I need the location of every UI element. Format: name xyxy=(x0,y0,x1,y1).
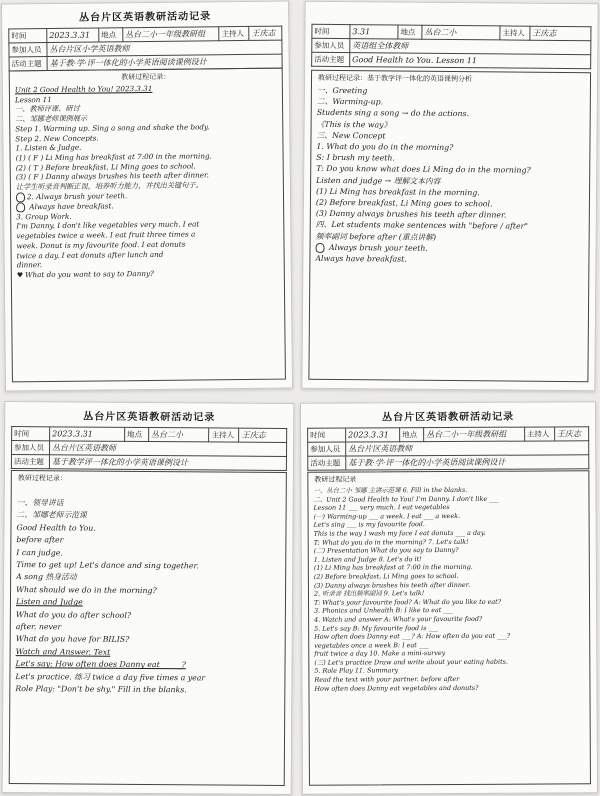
time-value: 2023.3.31 xyxy=(47,28,99,43)
note-line: vegetables once a week B: I eat ___ xyxy=(314,640,429,650)
participants-label: 参加人员 xyxy=(9,43,47,57)
sheet-title: 丛台片区英语教研活动记录 xyxy=(382,411,515,424)
host-value: 王庆志 xyxy=(249,26,282,40)
note-line: Unit 2 Good Health to You! 2023.3.31 xyxy=(14,83,153,95)
place-label: 地点 xyxy=(398,25,422,39)
header-table xyxy=(11,426,287,471)
place-value: 丛台二小 xyxy=(422,25,500,40)
place-label: 地点 xyxy=(124,427,148,441)
note-line: I can judge. xyxy=(16,547,63,558)
theme-value: 基于教·学·评一体化的小学英语阅读课例设计 xyxy=(47,54,282,70)
note-line: 5. Role Play 11. Summary xyxy=(314,666,399,676)
header-table xyxy=(311,24,591,69)
process-frame xyxy=(9,470,287,786)
lightbulb-icon xyxy=(316,243,325,253)
note-line: (3) ( F ) Danny always brushes his teeth after dinner. xyxy=(15,170,209,182)
note-line: twice a day. I eat donuts after lunch and xyxy=(16,249,164,260)
note-line: Read the text with your partner. before after xyxy=(314,675,460,684)
note-line: Listen and judge → 理解文本内容 xyxy=(316,175,441,186)
note-line: Always have breakfast. xyxy=(27,201,114,211)
theme-label: 活动主题 xyxy=(11,455,49,469)
theme-label: 活动主题 xyxy=(308,456,346,470)
theme-value: 基于教·学·评一体化的小学英语阅读课例设计 xyxy=(346,455,589,470)
note-line: (2) Before breakfast, Li Ming goes to school. xyxy=(315,197,493,209)
time-value: 2023.3.31 xyxy=(50,427,125,442)
note-line: Step 2. New Concepts. xyxy=(15,133,99,143)
record-sheet-1 xyxy=(1,1,293,392)
note-line: 一、领导讲话 xyxy=(16,498,64,508)
note-line: What do you do after school? xyxy=(15,609,132,620)
note-line: T: What do you do in the morning? 7. Let's talk! xyxy=(313,537,469,547)
note-line: 1. Listen and Judge 8. Let's do it! xyxy=(313,554,422,564)
participants-value: 英语组全体教师 xyxy=(350,39,591,55)
time-label: 时间 xyxy=(9,29,47,43)
process-frame xyxy=(308,70,591,382)
note-line: 让学生听录音判断正误，培养听力能力，并找出关键句子。 xyxy=(15,180,203,192)
host-label: 主持人 xyxy=(219,26,249,40)
heart-icon: ♥ xyxy=(16,271,24,280)
note-line: How often does Danny eat ___? A: How often do you eat ___? xyxy=(314,631,511,641)
note-line: Good Health to You. xyxy=(16,522,96,533)
host-label: 主持人 xyxy=(524,427,554,441)
time-label: 时间 xyxy=(308,428,346,442)
process-frame xyxy=(9,68,286,383)
note-line: 二、Warming-up. xyxy=(316,97,384,107)
host-label: 主持人 xyxy=(500,26,530,40)
note-line: (2) ( T ) Before breakfast, Li Ming goes to school. xyxy=(15,161,196,172)
time-value: 3.31 xyxy=(350,25,398,39)
note-line: Lesson 11 ___ very much. I eat vegetables xyxy=(313,503,450,512)
note-line: 一、教师评课、研讨 xyxy=(15,104,80,114)
time-label: 时间 xyxy=(12,427,50,441)
note-line: week. Donut is my favourite food. I eat donuts xyxy=(16,239,186,251)
note-line: 3. Phonics and Unhealth B: I like to eat ___ xyxy=(314,606,453,616)
note-line: 一、Greeting xyxy=(316,85,368,96)
participants-value: 丛台片区英语教师 xyxy=(49,441,286,457)
note-line: How often does Danny eat vegetables and donuts? xyxy=(314,683,479,693)
note-line: (1) Li Ming has breakfast at 7:00 in the morning. xyxy=(313,563,473,573)
note-line: 1. Listen & Judge. xyxy=(15,142,82,153)
note-line: Watch and Answer. Text xyxy=(15,646,111,657)
note-line: 《This is the way》 xyxy=(316,119,392,130)
note-line: (3) Danny always brushes his teeth after dinner. xyxy=(313,580,471,590)
note-line: before after xyxy=(16,535,64,545)
process-label: 教研过程记录： xyxy=(121,72,171,82)
note-line: (3) Danny always brushes his teeth after dinner. xyxy=(315,209,507,220)
note-line: Always have breakfast. xyxy=(315,253,407,264)
participants-label: 参加人员 xyxy=(11,441,49,455)
note-line: fruit twice a day 10. Make a mini-survey xyxy=(314,649,446,658)
process-label: 教研过程记录： xyxy=(17,474,67,483)
header-table xyxy=(8,26,282,72)
note-line: S: I brush my teeth. xyxy=(316,153,395,163)
note-line: (一) Warming-up ___ a week. I eat ___ a week. xyxy=(313,511,461,521)
note-line: 5. Let's say B: My favourite food is ___ xyxy=(314,623,439,633)
theme-value: Good Health to You. Lesson 11 xyxy=(350,53,591,69)
place-label: 地点 xyxy=(400,428,424,442)
note-line: Step 1. Warming up. Sing a song and shake the body. xyxy=(15,122,210,134)
note-line: 4. Watch and answer A: What's your favourite food? xyxy=(314,614,483,624)
note-line: What do you want to say to Danny? xyxy=(25,268,154,280)
note-line: A song 热身活动 xyxy=(16,572,77,582)
theme-value: 基于教学评一体化的小学英语课例设计 xyxy=(49,455,286,471)
note-line: Let's practice. 练习 twice a day five times a year xyxy=(15,671,206,683)
process-label: 教研过程记录：基于教学评一体化的英语课例分析 xyxy=(317,73,473,84)
note-line: T: Do you know what does Li Ming do in the morning? xyxy=(316,164,531,176)
participants-value: 丛台片区英语教师 xyxy=(346,441,589,456)
place-value: 丛台二小 xyxy=(148,427,209,441)
place-value: 丛台二小一年级教研组 xyxy=(424,427,525,442)
note-line: What do you have for BILIS? xyxy=(15,634,130,645)
note-line: vegetables twice a week. I eat fruit three times a xyxy=(16,229,196,241)
process-notes xyxy=(10,81,284,281)
note-line: 一、丛台二小 邹娜 主讲示范课 6. Fill in the blanks. xyxy=(313,485,468,495)
host-value: 王庆志 xyxy=(554,427,588,441)
lightbulb-icon xyxy=(16,192,25,202)
note-line: (2) Before breakfast, Li Ming goes to school. xyxy=(313,571,459,581)
time-value: 2023.3.31 xyxy=(346,428,400,442)
process-label: 教研过程记录 xyxy=(314,475,357,484)
host-label: 主持人 xyxy=(209,428,239,442)
host-value: 王庆志 xyxy=(530,26,591,41)
note-line: 二、邹娜老师示范课 xyxy=(16,510,87,520)
note-line: 二、邹娜老师课例展示 xyxy=(15,113,88,124)
note-line: 2. 听录音 找出频率副词 9. Let's talk! xyxy=(313,589,425,598)
note-line: Let's say: How often does Danny eat _____? xyxy=(15,659,186,670)
note-line: This is the way I wash my face I eat donuts ___ a day. xyxy=(313,528,486,538)
record-sheet-3 xyxy=(2,401,295,795)
host-value: 王庆志 xyxy=(239,428,287,442)
note-line: T: What's your favourite food? A: What do you like to eat? xyxy=(314,597,502,607)
process-frame xyxy=(307,470,591,785)
note-line: Lesson 11 xyxy=(14,94,52,105)
note-line: Listen and Judge xyxy=(15,597,83,607)
note-line: (三) Let's practice Draw and write about your eating habits. xyxy=(314,657,508,667)
place-label: 地点 xyxy=(99,28,123,42)
note-line: Let's sing ___ is my favourite food. xyxy=(313,520,425,530)
note-line: 三、New Concept xyxy=(316,130,386,141)
sheet-title: 丛台片区英语教研活动记录 xyxy=(83,411,216,424)
note-line: 二、Unit 2 Good Health to You! I'm Danny. I don't like ___ xyxy=(313,494,499,504)
participants-label: 参加人员 xyxy=(308,442,346,456)
note-line: (1) ( F ) Li Ming has breakfast at 7:00 in the morning. xyxy=(15,151,212,163)
record-sheet-2 xyxy=(301,1,598,392)
note-line: dinner. xyxy=(16,260,43,270)
process-notes xyxy=(10,483,285,697)
note-line: 频率副词 before after (重点讲解) xyxy=(315,231,437,242)
theme-label: 活动主题 xyxy=(312,52,350,66)
note-line: Always brush your teeth. xyxy=(326,242,428,253)
header-table xyxy=(307,426,589,470)
note-line: (二) Presentation What do you say to Danny? xyxy=(313,546,459,555)
participants-label: 参加人员 xyxy=(312,38,350,52)
place-value: 丛台二小一年级教研组 xyxy=(123,27,219,42)
note-line: (1) Li Ming has breakfast in the morning. xyxy=(315,186,480,198)
note-line: after. never xyxy=(15,622,62,632)
sheet-title: 丛台片区英语教研活动记录 xyxy=(79,11,212,24)
note-line: 四、Let students make sentences with "before / after" xyxy=(315,220,528,232)
note-line: Time to get up! Let's dance and sing together. xyxy=(16,560,199,571)
note-line: 1. What do you do in the morning? xyxy=(316,141,454,153)
note-line: Students sing a song → do the actions. xyxy=(316,108,470,119)
theme-label: 活动主题 xyxy=(9,57,47,71)
lightbulb-icon xyxy=(16,202,25,212)
note-line: What should we do in the morning? xyxy=(16,584,157,595)
note-line: Role Play: "Don't be shy." Fill in the blanks. xyxy=(15,684,187,695)
note-line: 2. Always brush your teeth. xyxy=(26,190,128,201)
time-label: 时间 xyxy=(312,24,350,38)
record-sheet-4 xyxy=(300,401,598,795)
process-notes xyxy=(310,83,590,267)
note-line: 3. Group Work. xyxy=(16,211,72,222)
participants-value: 丛台片区小学英语教师 xyxy=(47,40,282,56)
process-notes xyxy=(308,483,589,693)
note-line: I'm Danny. I don't like vegetables very much. I eat xyxy=(16,219,200,231)
